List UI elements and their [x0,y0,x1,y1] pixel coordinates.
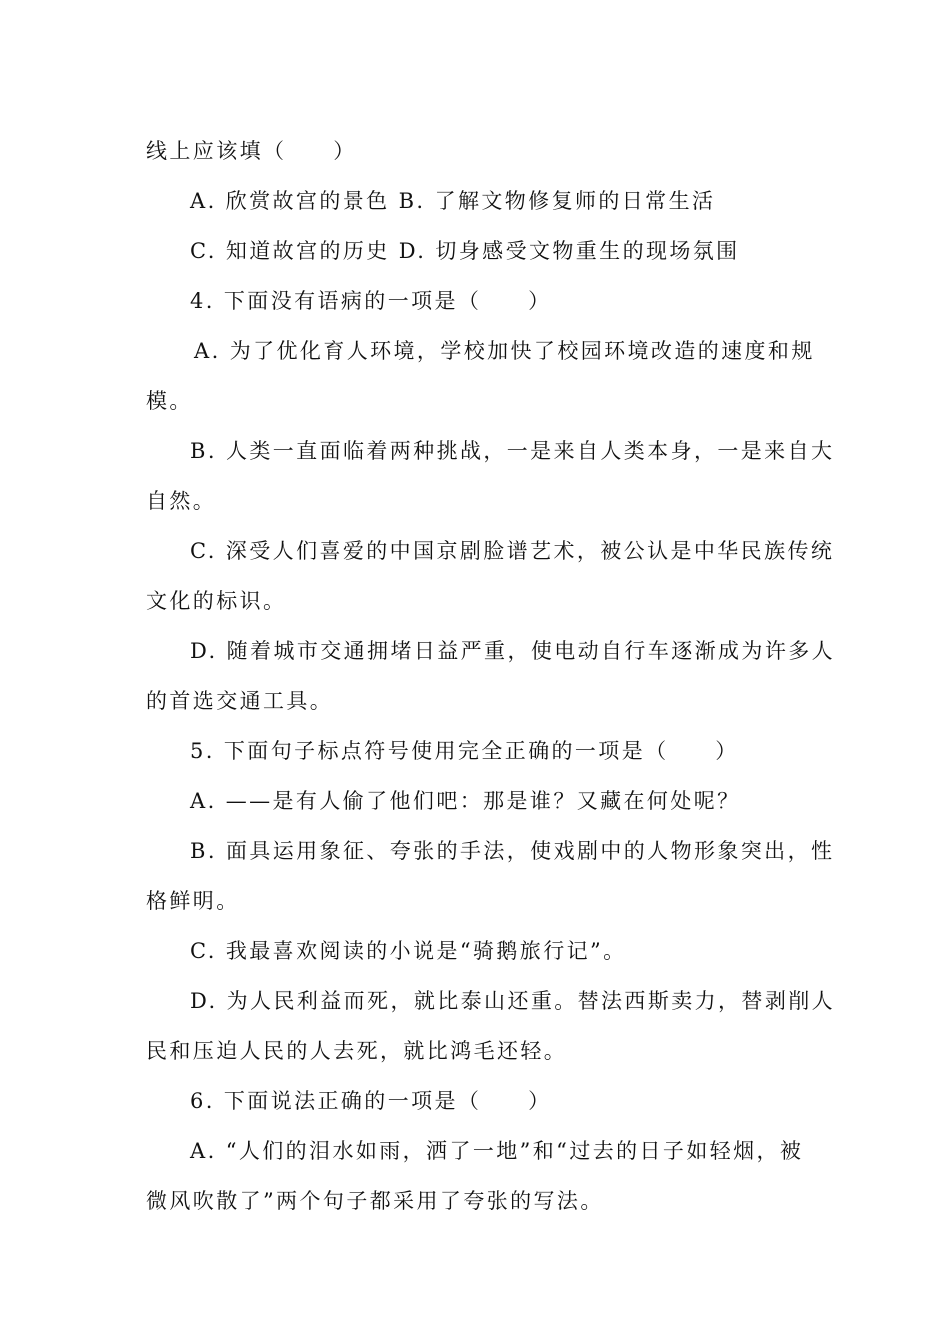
question-4-option-a: A. 为了优化育人环境，学校加快了校园环境改造的速度和规 [194,339,815,363]
question-6-option-a: A. “人们的泪水如雨，洒了一地”和“过去的日子如轻烟，被 [190,1139,804,1163]
question-3-options-ab: A. 欣赏故宫的景色 B. 了解文物修复师的日常生活 [190,189,716,213]
question-3-options-cd: C. 知道故宫的历史 D. 切身感受文物重生的现场氛围 [190,239,740,263]
question-5-option-c: C. 我最喜欢阅读的小说是“骑鹅旅行记”。 [190,939,627,963]
question-4-option-c-cont: 文化的标识。 [146,589,287,613]
question-6-stem: 6. 下面说法正确的一项是（ ） [190,1089,552,1113]
question-4-stem: 4. 下面没有语病的一项是（ ） [190,289,552,313]
question-3-blank-line: 线上应该填（ ） [146,139,357,163]
question-5-option-b: B. 面具运用象征、夸张的手法，使戏剧中的人物形象突出，性 [190,839,835,863]
question-5-option-d: D. 为人民利益而死，就比泰山还重。替法西斯卖力，替剥削人 [190,989,836,1013]
question-4-option-c: C. 深受人们喜爱的中国京剧脸谱艺术，被公认是中华民族传统 [190,539,835,563]
document-page [146,126,836,1226]
question-4-option-d-cont: 的首选交通工具。 [146,689,334,713]
question-4-option-a-cont: 模。 [146,389,193,413]
question-4-option-b: B. 人类一直面临着两种挑战，一是来自人类本身，一是来自大 [190,439,835,463]
question-5-stem: 5. 下面句子标点符号使用完全正确的一项是（ ） [190,739,739,763]
question-4-option-d: D. 随着城市交通拥堵日益严重，使电动自行车逐渐成为许多人 [190,639,836,663]
question-6-option-a-cont: 微风吹散了”两个句子都采用了夸张的写法。 [146,1189,604,1213]
question-4-option-b-cont: 自然。 [146,489,217,513]
question-5-option-b-cont: 格鲜明。 [146,889,240,913]
question-5-option-a: A. ——是有人偷了他们吧：那是谁？又藏在何处呢？ [190,789,741,813]
question-5-option-d-cont: 民和压迫人民的人去死，就比鸿毛还轻。 [146,1039,568,1063]
